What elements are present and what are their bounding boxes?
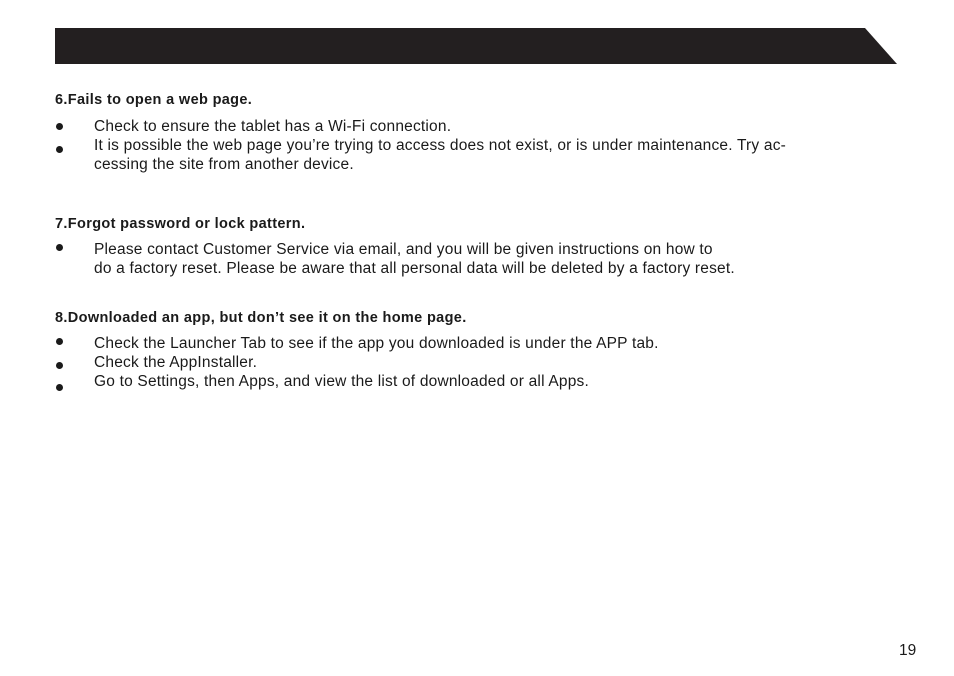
list-item — [94, 353, 257, 372]
list-item — [94, 136, 786, 174]
bullet-icon — [56, 362, 63, 369]
list-item-line: Check to ensure the tablet has a Wi-Fi connection. — [94, 118, 452, 135]
list-item — [94, 117, 451, 136]
bullet-icon — [56, 384, 63, 391]
section-heading-7: 7.Forgot password or lock pattern. — [55, 216, 306, 232]
list-item — [94, 372, 589, 391]
header-band-shape — [55, 28, 897, 64]
bullet-icon — [56, 146, 63, 153]
list-item — [94, 334, 659, 353]
list-item-line: do a factory reset. Please be aware that all personal data will be deleted by a factory reset. — [94, 260, 735, 277]
header-band — [55, 28, 897, 64]
bullet-icon — [56, 338, 63, 345]
list-item-line: Check the Launcher Tab to see if the app you downloaded is under the APP tab. — [94, 335, 659, 352]
list-item-line: cessing the site from another device. — [94, 156, 354, 173]
list-item — [94, 240, 735, 278]
list-item-line: Check the AppInstaller. — [94, 354, 258, 371]
bullet-icon — [56, 123, 63, 130]
section-heading-8: 8.Downloaded an app, but don’t see it on the home page. — [55, 310, 467, 326]
list-item-line: Please contact Customer Service via email, and you will be given instructions on how to — [94, 241, 713, 258]
section-heading-6: 6.Fails to open a web page. — [55, 92, 253, 108]
list-item-line: It is possible the web page you’re trying to access does not exist, or is under maintenance. Try ac- — [94, 137, 787, 154]
list-item-line: Go to Settings, then Apps, and view the list of downloaded or all Apps. — [94, 373, 590, 390]
bullet-icon — [56, 244, 63, 251]
page-number: 19 — [899, 642, 917, 659]
